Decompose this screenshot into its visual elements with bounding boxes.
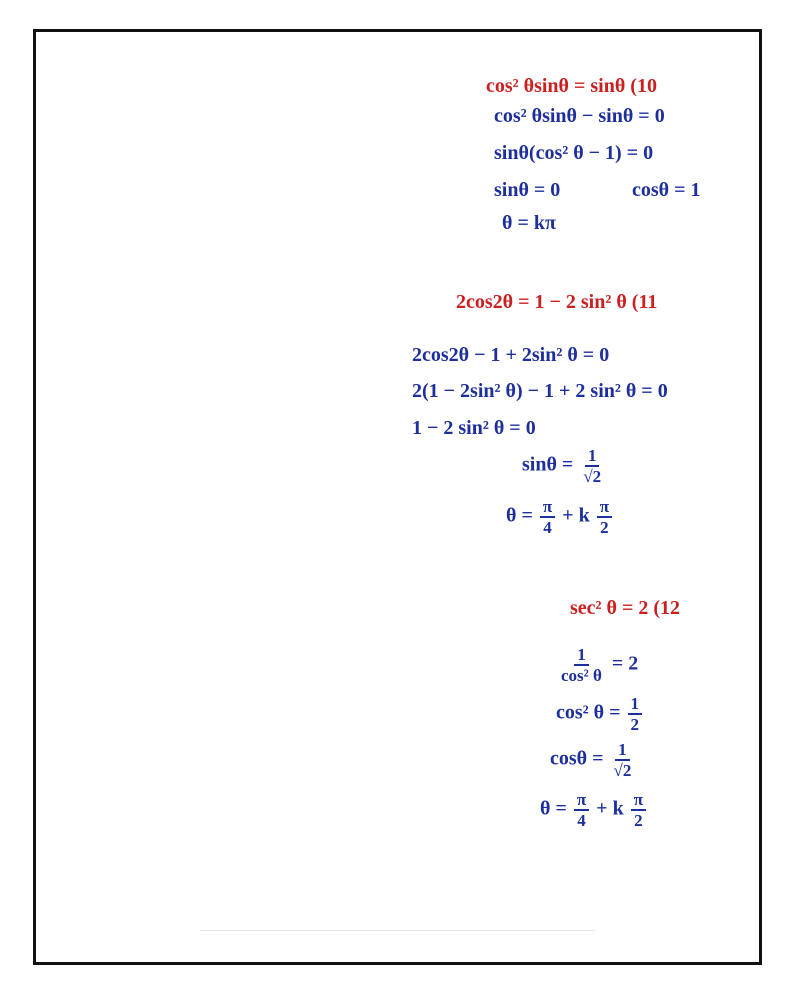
plus-k: + k xyxy=(596,797,624,820)
pi-over-4-fraction xyxy=(574,790,589,830)
fraction-numerator: π xyxy=(597,497,612,518)
fraction-numerator: 1 xyxy=(615,740,630,761)
one-over-root2-fraction xyxy=(611,740,635,780)
problem-11-step-1: 2cos2θ − 1 + 2sin² θ = 0 xyxy=(412,344,610,366)
problem-11-step-2: 2(1 − 2sin² θ) − 1 + 2 sin² θ = 0 xyxy=(412,380,668,402)
problem-11-heading: 2cos2θ = 1 − 2 sin² θ (11 xyxy=(456,291,658,313)
problem-10-step-2: sinθ(cos² θ − 1) = 0 xyxy=(494,142,654,164)
fraction-denominator: 4 xyxy=(577,811,586,830)
footer-strip xyxy=(200,930,595,961)
problem-12-step-1 xyxy=(556,645,638,685)
problem-12-solution xyxy=(540,790,648,830)
fraction-numerator: π xyxy=(631,790,646,811)
pi-over-2-fraction xyxy=(597,497,612,537)
cos-lhs: cosθ = xyxy=(550,747,604,770)
fraction-numerator: π xyxy=(540,497,555,518)
problem-10-step-1: cos² θsinθ − sinθ = 0 xyxy=(494,105,665,127)
fraction-denominator: 4 xyxy=(543,518,552,537)
pi-over-4-fraction xyxy=(540,497,555,537)
problem-10-step-3b: cosθ = 1 xyxy=(632,179,701,201)
problem-11-step-3: 1 − 2 sin² θ = 0 xyxy=(412,417,536,439)
one-half-fraction xyxy=(628,694,643,734)
fraction-denominator: cos² θ xyxy=(561,666,602,685)
fraction-denominator: √2 xyxy=(613,761,632,780)
theta-lhs: θ = xyxy=(506,504,533,527)
page-border xyxy=(33,29,762,965)
equals-two: = 2 xyxy=(611,652,639,675)
fraction-denominator: 2 xyxy=(600,518,609,537)
pi-over-2-fraction xyxy=(631,790,646,830)
cos2-lhs: cos² θ = xyxy=(556,701,621,724)
problem-12-step-2 xyxy=(556,694,644,734)
fraction-denominator: 2 xyxy=(634,811,643,830)
one-over-cos2-fraction xyxy=(558,645,605,685)
problem-11-solution xyxy=(506,497,614,537)
problem-10-heading: cos² θsinθ = sinθ (10 xyxy=(486,75,657,97)
fraction-denominator: 2 xyxy=(630,715,639,734)
problem-10-step-3a: sinθ = 0 xyxy=(494,179,561,201)
problem-11-sin-equation xyxy=(522,446,606,486)
sin-lhs: sinθ = xyxy=(522,453,574,476)
sin-fraction xyxy=(580,446,604,486)
theta-lhs: θ = xyxy=(540,797,567,820)
plus-k: + k xyxy=(562,504,590,527)
problem-12-step-3 xyxy=(550,740,636,780)
fraction-numerator: 1 xyxy=(628,694,643,715)
problem-10-solution: θ = kπ xyxy=(502,212,556,234)
sin-fraction-numerator: 1 xyxy=(585,446,600,467)
sin-fraction-denominator: √2 xyxy=(583,467,602,486)
fraction-numerator: 1 xyxy=(574,645,589,666)
fraction-numerator: π xyxy=(574,790,589,811)
problem-12-heading: sec² θ = 2 (12 xyxy=(570,597,681,619)
